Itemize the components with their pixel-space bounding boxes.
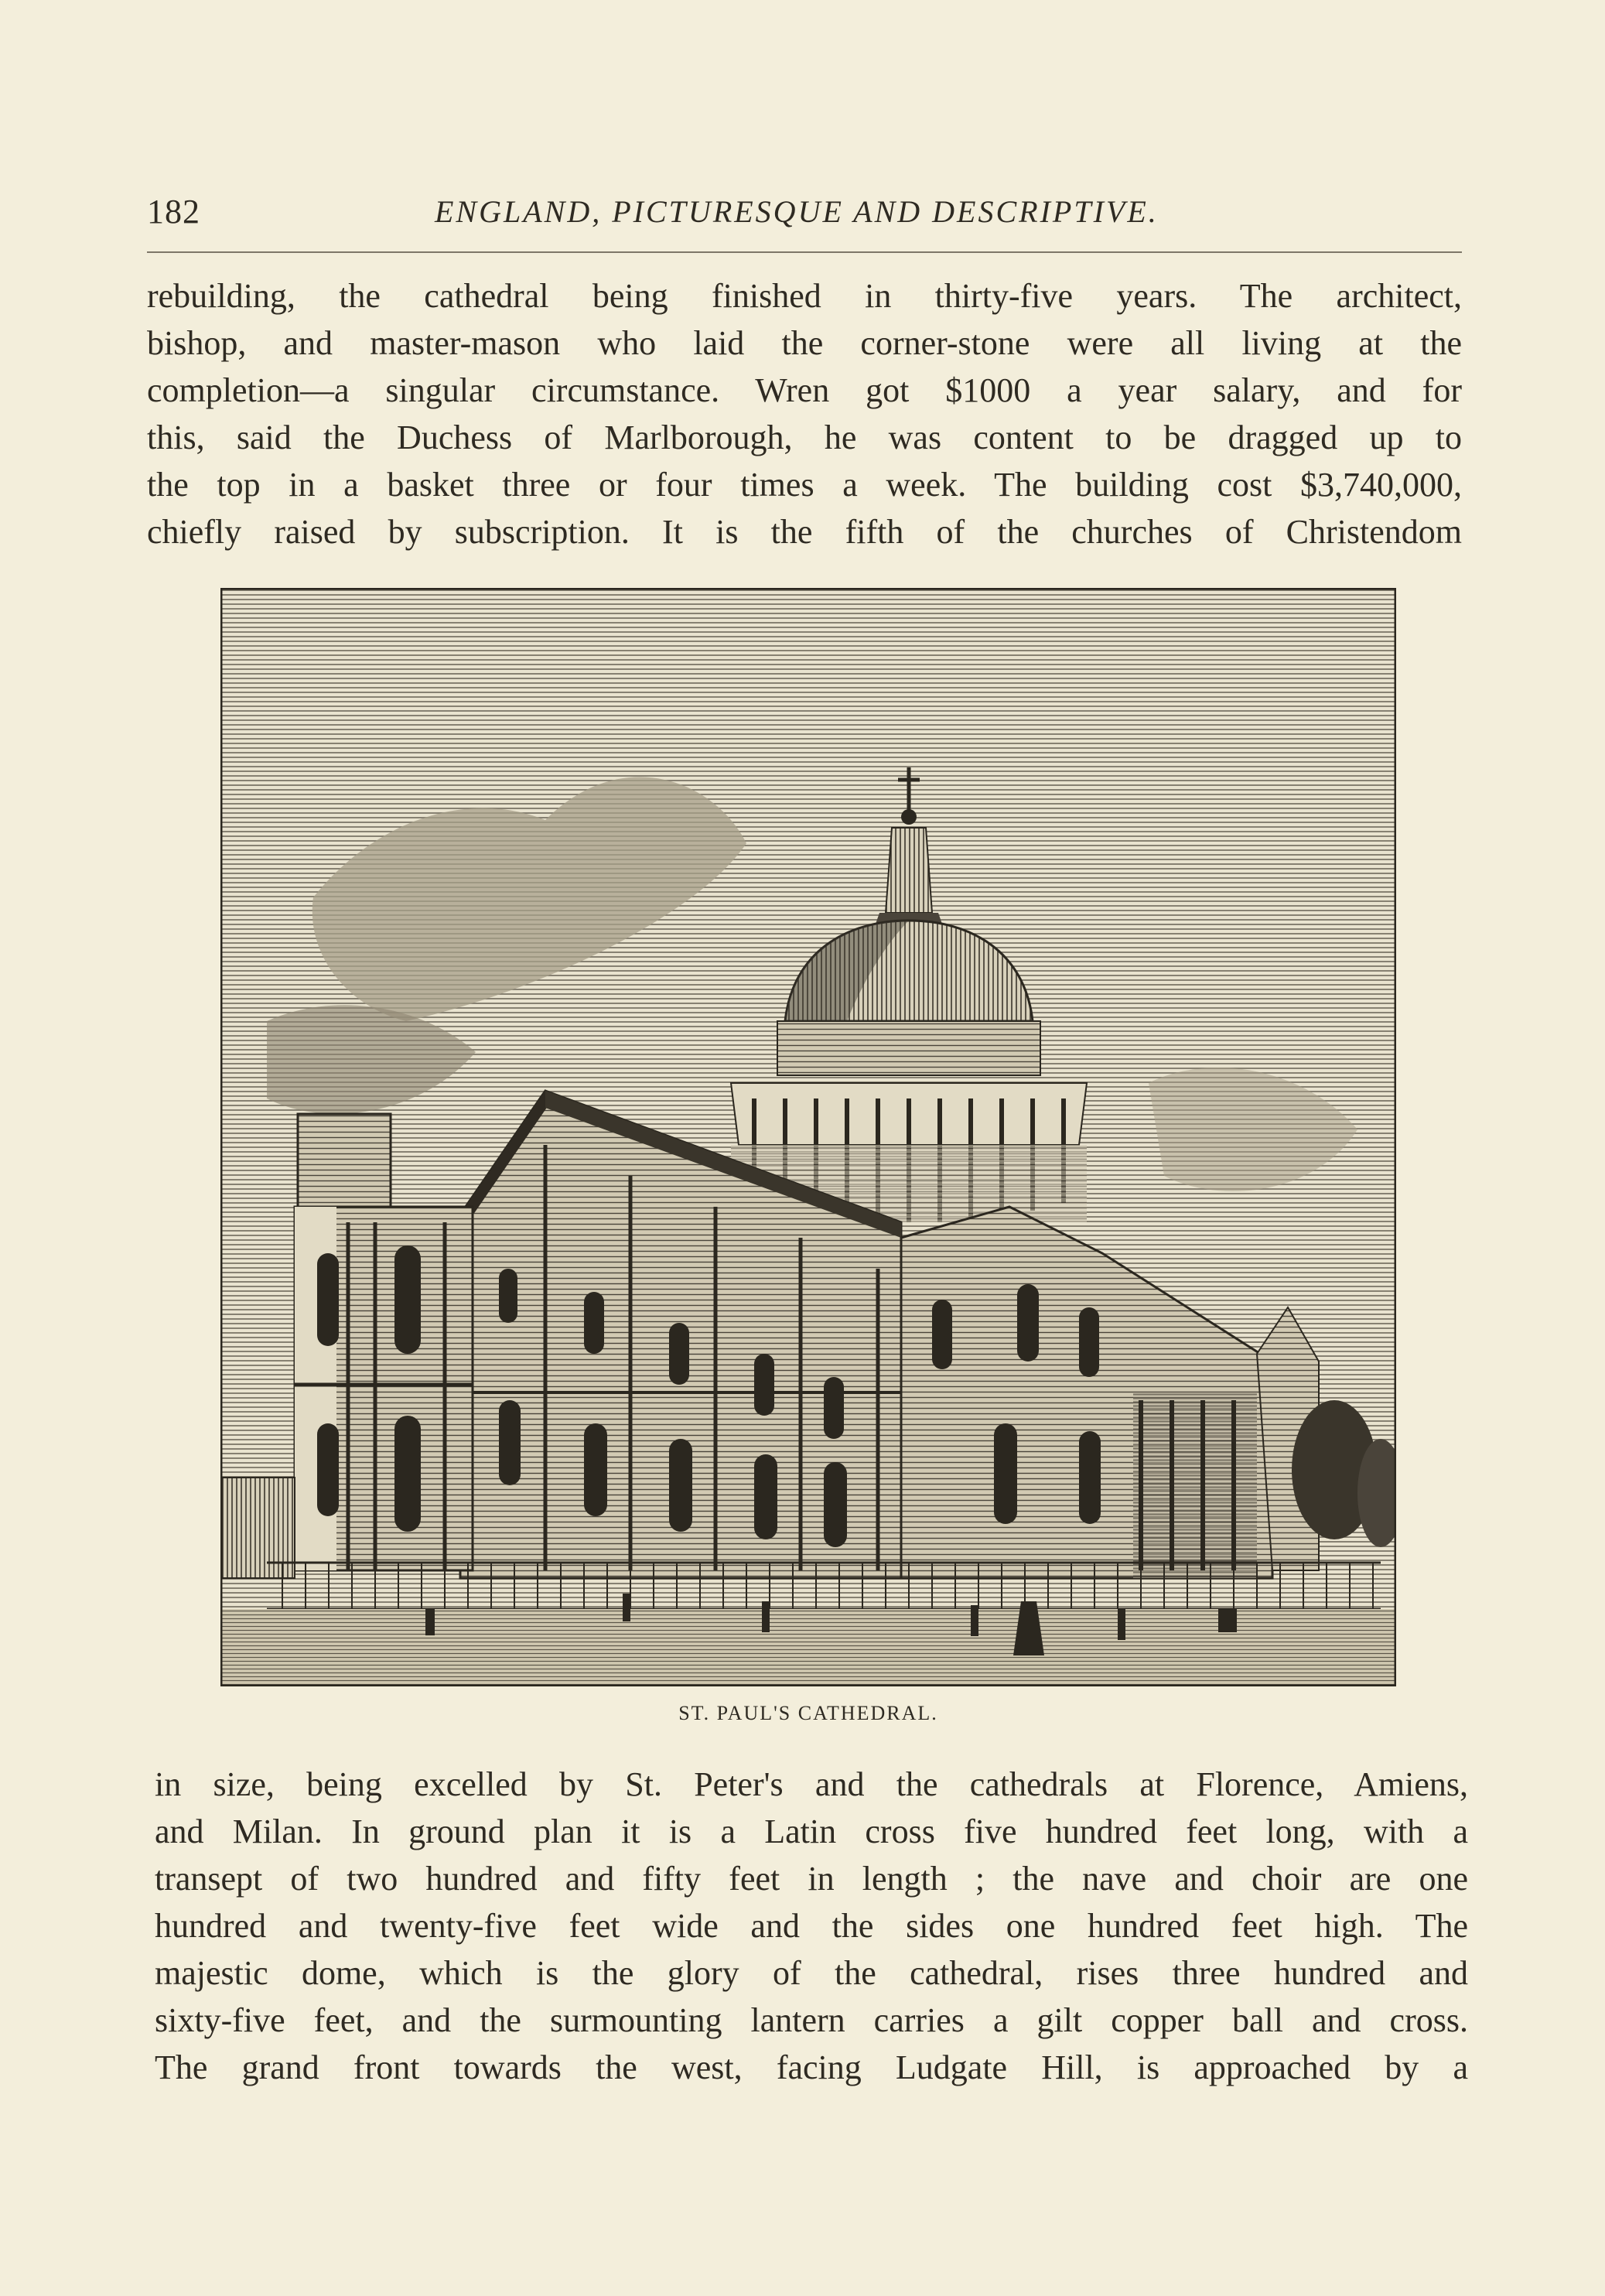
text-line: completion—a singular circumstance. Wren got $1000 a year salary, and for xyxy=(147,371,1462,409)
text-line: bishop, and master-mason who laid the corner-stone were all living at the xyxy=(147,324,1462,362)
page-number: 182 xyxy=(147,193,200,231)
body-text-bottom xyxy=(155,1761,1468,2091)
text-line: the top in a basket three or four times a week. The building cost $3,740,000, xyxy=(147,466,1462,504)
text-line: chiefly raised by subscription. It is the fifth of the churches of Christendom xyxy=(147,513,1462,551)
body-text-top xyxy=(147,272,1462,555)
running-head: ENGLAND, PICTURESQUE AND DESCRIPTIVE. xyxy=(435,194,1159,229)
text-line: transept of two hundred and fifty feet in length ; the nave and choir are one xyxy=(155,1860,1468,1898)
page-header xyxy=(147,192,1462,238)
header-rule xyxy=(147,251,1462,253)
text-line: in size, being excelled by St. Peter's and the cathedrals at Florence, Amiens, xyxy=(155,1765,1468,1803)
text-line: and Milan. In ground plan it is a Latin cross five hundred feet long, with a xyxy=(155,1813,1468,1850)
text-line: majestic dome, which is the glory of the cathedral, rises three hundred and xyxy=(155,1954,1468,1992)
text-line: sixty-five feet, and the surmounting lantern carries a gilt copper ball and cross. xyxy=(155,2001,1468,2039)
figure-caption: ST. PAUL'S CATHEDRAL. xyxy=(678,1702,938,1724)
text-line: rebuilding, the cathedral being finished in thirty-five years. The architect, xyxy=(147,277,1462,315)
text-line: The grand front towards the west, facing Ludgate Hill, is approached by a xyxy=(155,2048,1468,2086)
engraving-illustration xyxy=(220,588,1396,1686)
text-line: this, said the Duchess of Marlborough, he was content to be dragged up to xyxy=(147,419,1462,456)
text-line: hundred and twenty-five feet wide and the sides one hundred feet high. The xyxy=(155,1907,1468,1945)
